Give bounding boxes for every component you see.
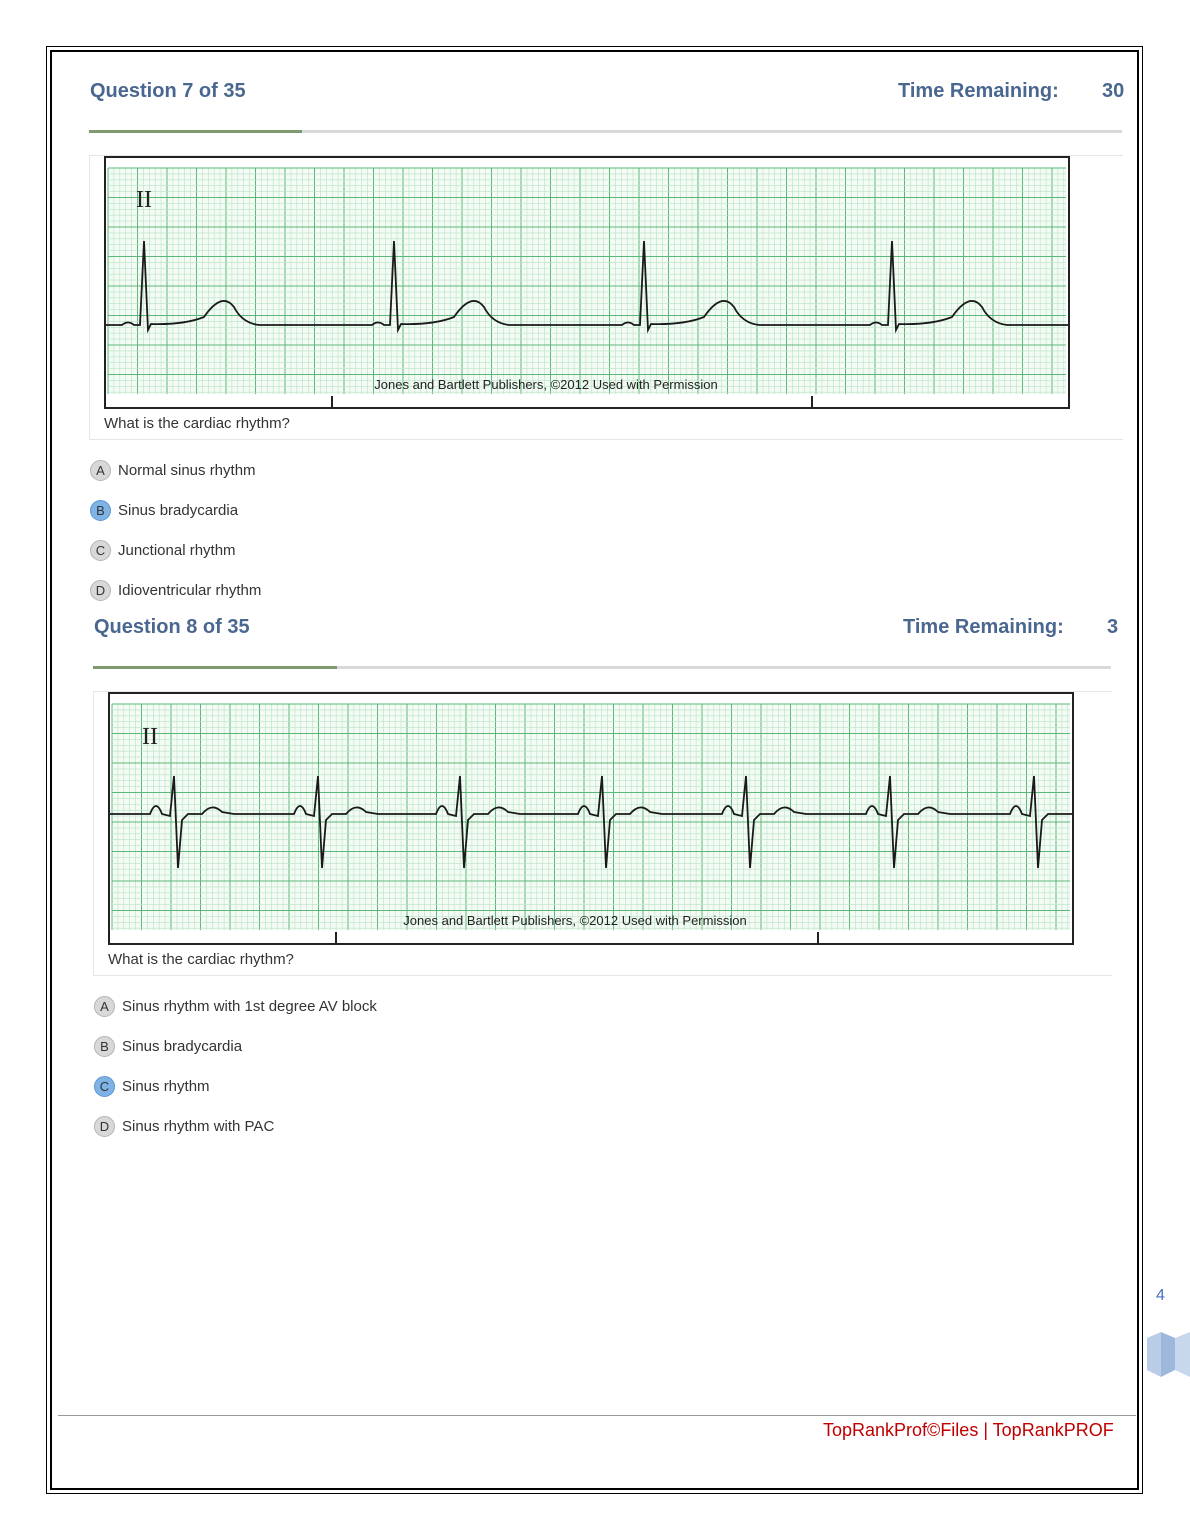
question-8-prompt: What is the cardiac rhythm?	[108, 951, 294, 968]
question-7-prompt: What is the cardiac rhythm?	[104, 415, 290, 432]
question-7-lead-label: II	[136, 187, 152, 213]
option-text: Sinus bradycardia	[122, 1038, 243, 1055]
question-8-option-a[interactable]	[94, 996, 377, 1017]
question-7-ecg-strip	[104, 156, 1070, 409]
option-text: Sinus rhythm with PAC	[122, 1118, 275, 1135]
question-7-option-b[interactable]	[90, 500, 238, 521]
question-7-credit: Jones and Bartlett Publishers, ©2012 Used with Permission	[374, 377, 718, 392]
question-7-time-label: Time Remaining:	[898, 80, 1059, 102]
question-7-option-d-clip	[90, 578, 490, 599]
question-8-option-c[interactable]	[94, 1076, 210, 1097]
page-corner-decoration	[1147, 1332, 1190, 1377]
option-text: Sinus rhythm	[122, 1078, 210, 1095]
question-7-progress-fill	[89, 130, 302, 133]
question-7-time-value: 30	[1102, 80, 1125, 102]
question-7-title: Question 7 of 35	[90, 80, 246, 102]
question-7-progress-bar	[89, 130, 1122, 133]
question-8-strip-bottom	[110, 931, 1072, 943]
question-7-strip-bottom	[106, 395, 1068, 407]
option-text: Sinus bradycardia	[118, 502, 239, 519]
option-letter-badge: D	[90, 580, 111, 601]
question-8-ecg-strip	[108, 692, 1074, 945]
question-8-progress-bar	[93, 666, 1111, 669]
question-8-ecg-svg	[110, 694, 1072, 943]
footer-text: TopRankProf©Files | TopRankPROF	[823, 1420, 1114, 1440]
question-7-option-d[interactable]	[90, 580, 261, 601]
decoration-panel	[1161, 1332, 1175, 1377]
question-7-ecg-svg	[106, 158, 1068, 407]
question-8-title: Question 8 of 35	[94, 616, 250, 638]
option-letter-badge-selected: C	[94, 1076, 115, 1097]
question-8-option-b[interactable]	[94, 1036, 242, 1057]
question-8-time-value: 3	[1107, 616, 1119, 638]
question-8-option-d[interactable]	[94, 1116, 274, 1137]
question-8-lead-label: II	[142, 724, 158, 750]
option-letter-badge: A	[94, 996, 115, 1017]
question-8-progress-fill	[93, 666, 337, 669]
footer-divider	[58, 1415, 1136, 1416]
option-letter-badge-selected: B	[90, 500, 111, 521]
option-letter-badge: A	[90, 460, 111, 481]
question-8-credit: Jones and Bartlett Publishers, ©2012 Used with Permission	[403, 913, 747, 928]
page-number: 4	[1156, 1287, 1165, 1304]
question-8-time-label: Time Remaining:	[903, 616, 1064, 638]
question-7-option-a[interactable]	[90, 460, 256, 481]
question-7-option-c[interactable]	[90, 540, 236, 561]
option-text: Sinus rhythm with 1st degree AV block	[122, 998, 377, 1015]
decoration-panel	[1175, 1332, 1190, 1377]
option-text: Junctional rhythm	[118, 542, 236, 559]
option-text: Idioventricular rhythm	[118, 582, 262, 599]
option-letter-badge: D	[94, 1116, 115, 1137]
option-letter-badge: C	[90, 540, 111, 561]
decoration-panel	[1147, 1332, 1161, 1377]
option-text: Normal sinus rhythm	[118, 462, 256, 479]
option-letter-badge: B	[94, 1036, 115, 1057]
